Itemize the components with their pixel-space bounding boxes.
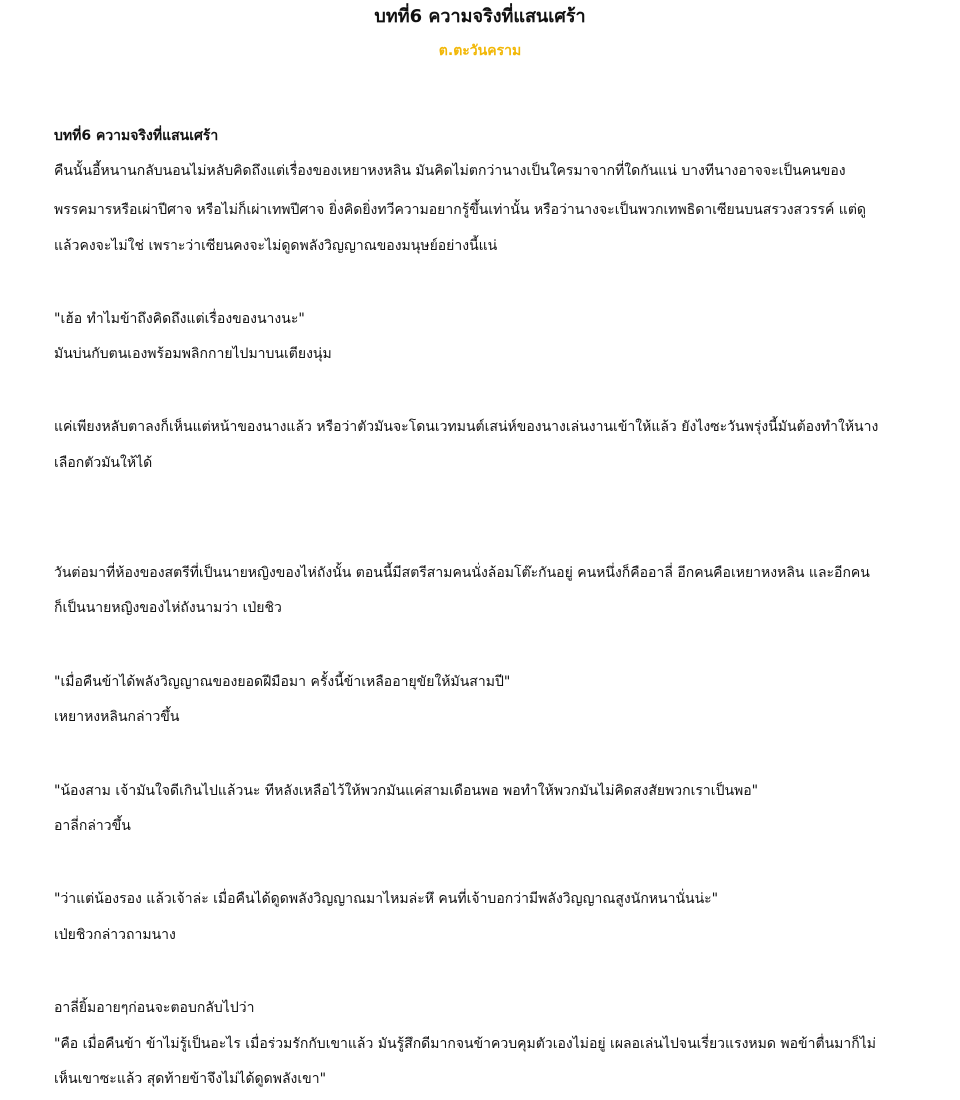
- paragraph-line: พรรคมารหรือเผ่าปีศาจ หรือไม่ก็เผ่าเทพปีศาจ ยิ่งคิดยิ่งทวีความอยากรู้ขึ้นเท่านั้น หรือว่านางจะเป็นพวกเทพธิดาเซียนบนสรวงสวรรค์ แต่ดู: [54, 202, 866, 218]
- paragraph-line: วันต่อมาที่ห้องของสตรีที่เป็นนายหญิงของไห่ถังนั้น ตอนนี้มีสตรีสามคนนั่งล้อมโต๊ะกันอยู่ คนหนึ่งก็คืออาลี่ อีกคนคือเหยาหงหลิน และอีกคน: [54, 565, 870, 581]
- paragraph-line: เลือกตัวมันให้ได้: [54, 455, 153, 471]
- section-heading: บทที่6 ความจริงที่แสนเศร้า: [54, 128, 219, 144]
- paragraph-line: มันบ่นกับตนเองพร้อมพลิกกายไปมาบนเตียงนุ่ม: [54, 346, 332, 362]
- paragraph-line: แล้วคงจะไม่ใช่ เพราะว่าเซียนคงจะไม่ดูดพลังวิญญาณของมนุษย์อย่างนี้แน่: [54, 238, 498, 254]
- dialogue-line: "เมื่อคืนข้าได้พลังวิญญาณของยอดฝีมือมา ครั้งนี้ข้าเหลืออายุขัยให้มันสามปี": [54, 674, 511, 690]
- paragraph-line: คืนนั้นอี้หนานกลับนอนไม่หลับคิดถึงแต่เรื่องของเหยาหงหลิน มันคิดไม่ตกว่านางเป็นใครมาจากที่ใดกันแน่ บางทีนางอาจจะเป็นคนของ: [54, 163, 846, 179]
- dialogue-line: "คือ เมื่อคืนข้า ข้าไม่รู้เป็นอะไร เมื่อร่วมรักกับเขาแล้ว มันรู้สึกดีมากจนข้าควบคุมตัวเองไม่อยู่ เผลอเล่นไปจนเรี่ยวแรงหมด พอข้าตื่นมาก็ไม่: [54, 1036, 876, 1052]
- dialogue-line: "ว่าแต่น้องรอง แล้วเจ้าล่ะ เมื่อคืนได้ดูดพลังวิญญาณมาไหมล่ะหึ คนที่เจ้าบอกว่ามีพลังวิญญาณสูงนักหนานั่นน่ะ": [54, 891, 719, 907]
- dialogue-line: "น้องสาม เจ้ามันใจดีเกินไปแล้วนะ ทีหลังเหลือไว้ให้พวกมันแค่สามเดือนพอ พอทำให้พวกมันไม่คิดสงสัยพวกเราเป็นพอ": [54, 783, 759, 799]
- paragraph-line: อาลี่ยิ้มอายๆก่อนจะตอบกลับไปว่า: [54, 1000, 255, 1016]
- dialogue-line: "เฮ้อ ทำไมข้าถึงคิดถึงแต่เรื่องของนางนะ": [54, 311, 305, 327]
- paragraph-line: แค่เพียงหลับตาลงก็เห็นแต่หน้าของนางแล้ว หรือว่าตัวมันจะโดนเวทมนต์เสน่ห์ของนางเล่นงานเข้าให้แล้ว ยังไงซะวันพรุ่งนี้มันต้องทำให้นาง: [54, 419, 879, 435]
- author-name: ต.ตะวันคราม: [438, 43, 522, 59]
- paragraph-line: เป่ยชิวกล่าวถามนาง: [54, 927, 176, 943]
- paragraph-line: อาลี่กล่าวขึ้น: [54, 818, 131, 834]
- dialogue-line: เห็นเขาซะแล้ว สุดท้ายข้าจึงไม่ได้ดูดพลังเขา": [54, 1071, 327, 1087]
- paragraph-line: เหยาหงหลินกล่าวขึ้น: [54, 709, 180, 725]
- chapter-title: บทที่6 ความจริงที่แสนเศร้า: [374, 6, 586, 27]
- paragraph-line: ก็เป็นนายหญิงของไห่ถังนามว่า เป่ยชิว: [54, 600, 282, 616]
